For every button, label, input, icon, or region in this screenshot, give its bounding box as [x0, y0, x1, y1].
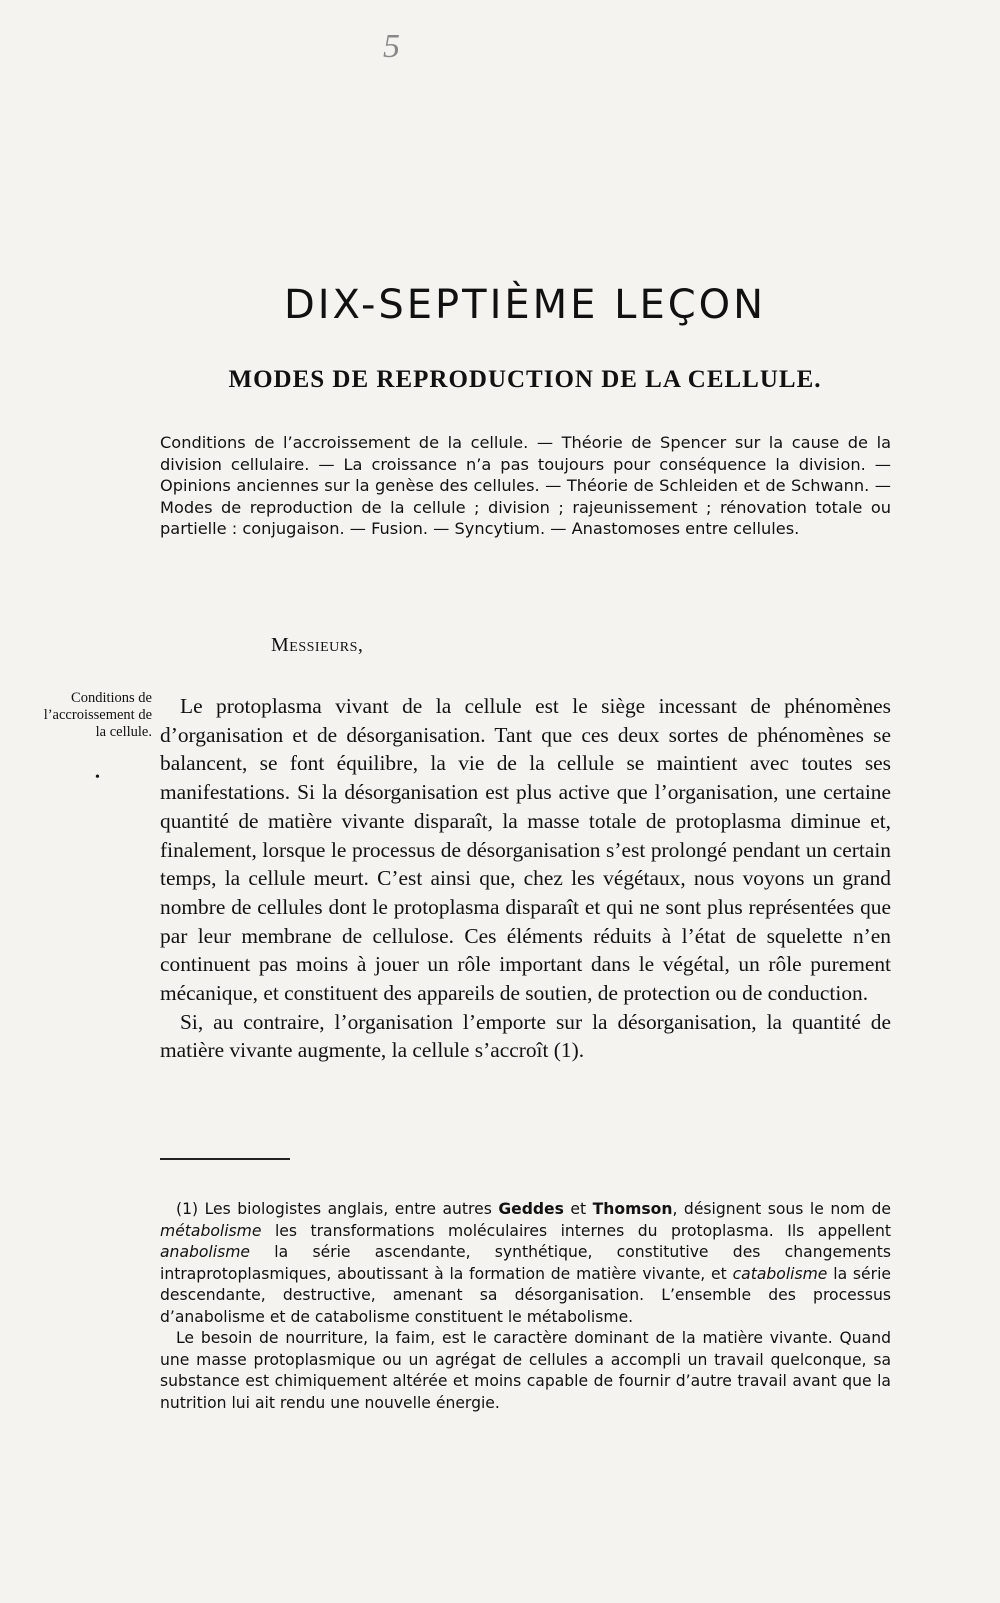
footnote-text: et	[570, 1200, 587, 1218]
footnote: Le besoin de nourriture, la faim, est le caractère dominant de la matière vivante. Quand une masse protoplasmique ou un agrégat de cellules a accompli un travail quelconque, sa substance est chimiquement altérée et moins capable de fournir d’autre travail avant que la nutrition lui ait rendu une nouvelle énergie.	[160, 1329, 891, 1412]
chapter-summary: Conditions de l’accroissement de la cellule. — Théorie de Spencer sur la cause de la division cellulaire. — La croissance n’a pas toujours pour conséquence la division. — Opinions anciennes sur la genèse des cellules. — Théorie de Schleiden et de Schwann. — Modes de reproduction de la cellule ; division ; rajeunissement ; rénovation totale ou partielle : conjugaison. — Fusion. — Syncytium. — Anastomoses entre cellules.	[160, 433, 891, 538]
footnote-text: (1) Les biologistes anglais, entre autres	[176, 1200, 492, 1218]
footnote-separator	[160, 1158, 290, 1160]
main-text	[160, 692, 891, 1065]
term: anabolisme	[160, 1243, 251, 1261]
footnote-text: les transformations moléculaires internes du protoplasma. Ils appellent	[274, 1221, 891, 1240]
marginal-bullet-mark: •	[95, 770, 100, 785]
term: catabolisme	[732, 1264, 828, 1283]
footnote-text: la série ascendante, synthétique, constitutive des changements intraprotoplasmiques, aboutissant à la formation de matière vivante, et	[160, 1243, 891, 1283]
footnote-text: , désignent sous le nom de	[672, 1200, 891, 1218]
footnote	[160, 1199, 891, 1328]
footnote-text: la série descendante, destructive, amenant sa désorganisation. L’ensemble des processus d’anabolisme et de catabolisme constituent le métabolisme.	[160, 1264, 891, 1326]
paragraph: Si, au contraire, l’organisation l’emporte sur la désorganisation, la quantité de matière vivante augmente, la cellule s’accroît (1).	[160, 1009, 891, 1063]
salutation: Messieurs,	[271, 634, 364, 656]
page-number: 5	[383, 28, 400, 65]
paragraph: Le protoplasma vivant de la cellule est le siège incessant de phénomènes d’organisation et de désorganisation. Tant que ces deux sortes de phénomènes se balancent, se font équilibre, la vie de la cellule se maintient avec toutes ses manifestations. Si la désorganisation est plus active que l’organisation, une certaine quantité de matière vivante disparaît, la masse totale de protoplasma diminue et, finalement, lorsque le processus de désorganisation s’est prolongé pendant un certain temps, la cellule meurt. C’est ainsi que, chez les végétaux, nous voyons un grand nombre de cellules dont le protoplasma disparaît et qui ne sont plus représentées que par leur membrane de cellulose. Ces éléments réduits à l’état de squelette n’en continuent pas moins à jouer un rôle important dans le végétal, un rôle purement mécanique, et constituent des appareils de soutien, de protection ou de conduction.	[160, 694, 891, 1006]
term: métabolisme	[160, 1221, 262, 1240]
lesson-title: DIX-SEPTIÈME LEÇON	[283, 282, 767, 328]
author-name: Geddes	[498, 1200, 564, 1218]
lesson-subtitle: MODES DE REPRODUCTION DE LA CELLULE.	[228, 366, 822, 393]
author-name: Thomson	[592, 1200, 673, 1218]
marginal-note: Conditions de l’accroissement de la cellule.	[43, 690, 152, 740]
footnotes	[160, 1199, 891, 1414]
